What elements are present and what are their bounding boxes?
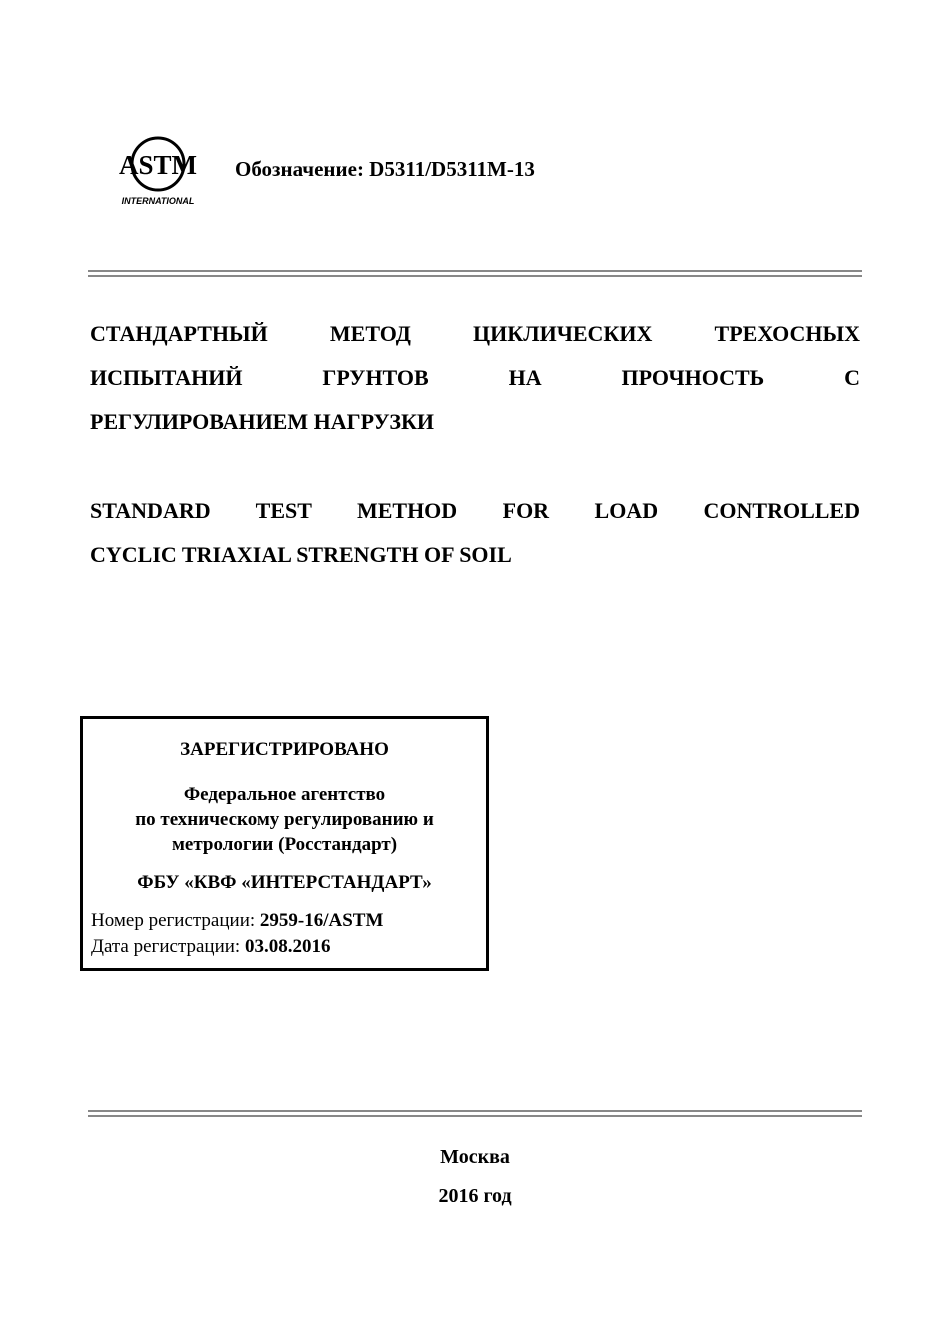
agency-line2: по техническому регулированию и [135,809,434,830]
title-ru-line1: СТАНДАРТНЫЙ МЕТОД ЦИКЛИЧЕСКИХ ТРЕХОСНЫХ [90,321,860,346]
agency-line1: Федеральное агентство [183,784,386,805]
registration-date-value: 03.08.2016 [244,936,331,957]
title-english [90,489,860,577]
logo-caption: INTERNATIONAL [121,196,195,206]
title-en-line2: CYCLIC TRIAXIAL STRENGTH OF SOIL [90,542,512,567]
registration-agency [83,782,486,857]
svg-text:ASTM: ASTM [118,150,198,180]
title-russian [90,312,860,444]
astm-logo [118,130,202,210]
agency-line3: метрологии (Росстандарт) [171,834,398,855]
title-ru-line3: РЕГУЛИРОВАНИЕМ НАГРУЗКИ [90,409,435,434]
title-ru-line2: ИСПЫТАНИЙ ГРУНТОВ НА ПРОЧНОСТЬ С [90,365,860,390]
registration-number-row [91,910,383,932]
registration-date-label: Дата регистрации: [91,936,245,957]
top-divider [88,270,862,272]
registration-heading: ЗАРЕГИСТРИРОВАНО [180,739,389,760]
document-designation: Обозначение: D5311/D5311M-13 [235,157,535,181]
publication-city: Москва [440,1146,510,1168]
publication-year: 2016 год [438,1185,512,1207]
title-en-line1: STANDARD TEST METHOD FOR LOAD CONTROLLED [90,498,860,523]
registration-date-row [91,936,330,958]
registration-stamp [80,716,489,971]
registration-number-label: Номер регистрации: [91,910,260,931]
registration-number-value: 2959-16/ASTM [259,910,384,931]
bottom-divider [88,1110,862,1112]
registration-organization: ФБУ «КВФ «ИНТЕРСТАНДАРТ» [137,872,432,893]
